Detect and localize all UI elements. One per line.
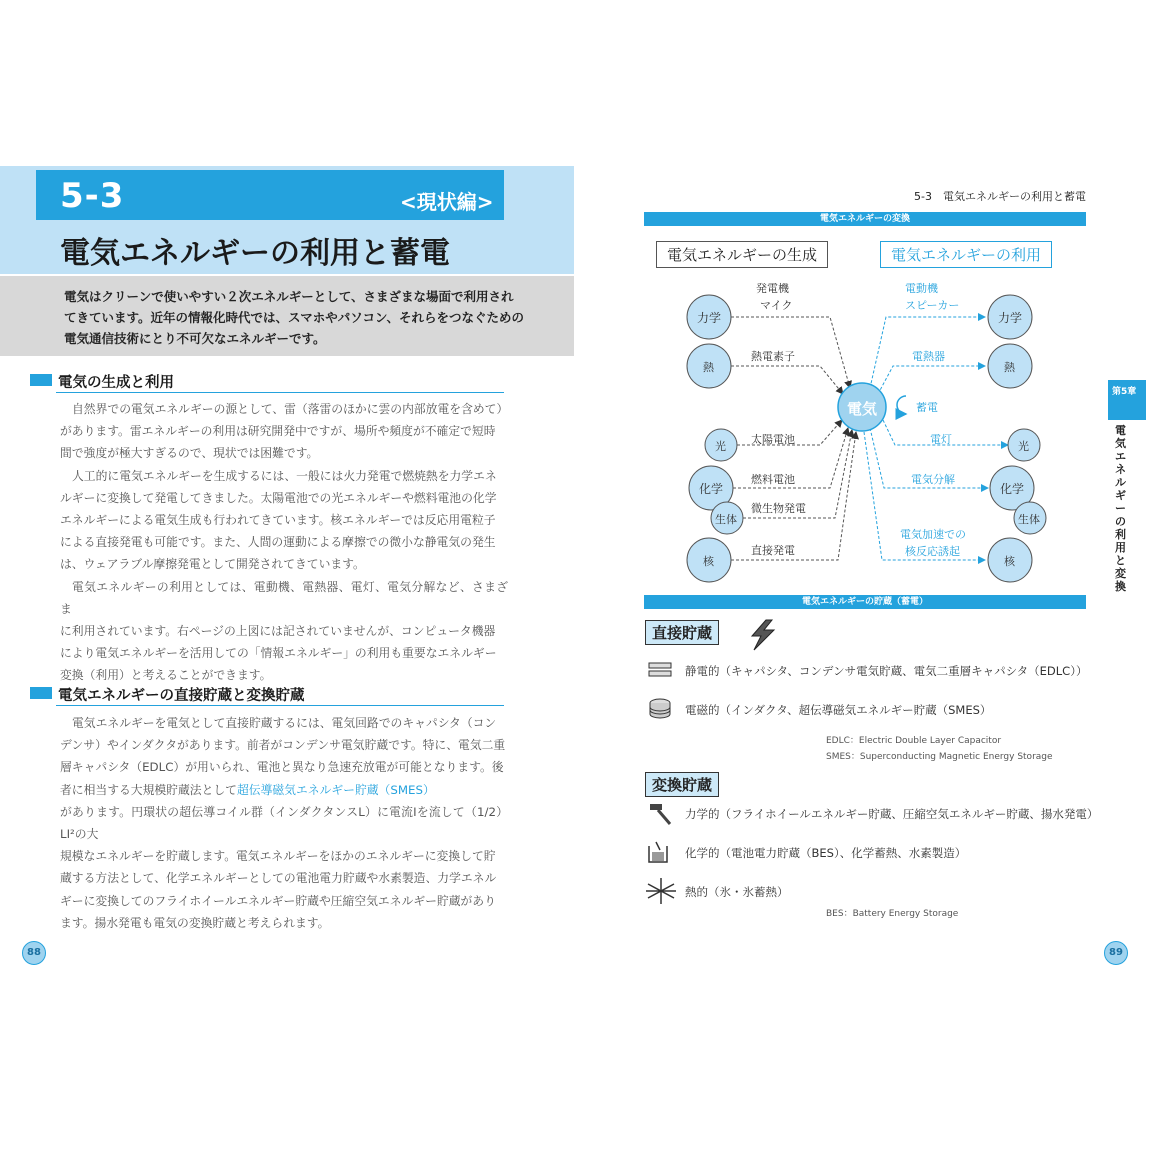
- note: BES：Battery Energy Storage: [826, 909, 959, 919]
- intro-text: 電気はクリーンで使いやすい２次エネルギーとして、さまざまな場面で利用されてきています。近年の情報化時代では、スマホやパソコン、それらをつなぐための電気通信技術にとり不可欠なエネルギーです。: [64, 289, 525, 346]
- section-title: 電気エネルギーの利用と蓄電: [60, 236, 450, 271]
- edge-label: 電動機: [905, 282, 938, 295]
- node-label: 光: [715, 440, 726, 453]
- snowflake-icon: [644, 876, 678, 906]
- para-line: ギーに変換してのフライホイールエネルギー貯蔵や圧縮空気エネルギー貯蔵があり: [60, 893, 496, 908]
- para-line: エネルギーによる電気生成も行われてきています。核エネルギーでは反応用電粒子: [60, 513, 496, 528]
- direct-storage-tag: 直接貯蔵: [645, 620, 719, 645]
- direct-item: 静電的（キャパシタ、コンデンサ電気貯蔵、電気二重層キャパシタ（EDLC））: [685, 664, 1088, 678]
- para-line: ます。揚水発電も電気の変換貯蔵と考えられます。: [60, 915, 330, 930]
- edge-label: 熱電素子: [751, 350, 795, 363]
- edge-label: 直接発電: [751, 544, 795, 557]
- bar-storage: 電気エネルギーの貯蔵（蓄電）: [644, 595, 1086, 609]
- heading-storage: 電気エネルギーの直接貯蔵と変換貯蔵: [30, 684, 305, 705]
- convert-item: 化学的（電池電力貯蔵（BES）、化学蓄熱、水素製造）: [685, 846, 967, 860]
- node-label: 生体: [715, 513, 737, 526]
- page-number-left: 88: [22, 941, 46, 965]
- node-label: 光: [1018, 440, 1029, 453]
- hammer-icon: [646, 800, 676, 826]
- generation-label: 電気エネルギーの生成: [656, 241, 828, 268]
- para-line: があります。雷エネルギーの利用は研究開発中ですが、場所や頻度が不確定で短時: [60, 424, 496, 439]
- edge-label: 核反応誘起: [905, 545, 960, 558]
- para-line: に利用されています。右ページの上図には記されていませんが、コンピュータ機器: [60, 624, 496, 639]
- page-number-right: 89: [1104, 941, 1128, 965]
- para-line: 規模なエネルギーを貯蔵します。電気エネルギーをほかのエネルギーに変換して貯: [60, 849, 496, 864]
- node-label: 化学: [1000, 482, 1025, 496]
- storage-label: 蓄電: [916, 401, 938, 414]
- edge-label: 微生物発電: [751, 502, 806, 515]
- edge-netsu-in: [731, 366, 843, 394]
- edge-label: 電気加速での: [900, 528, 966, 541]
- section-tag: <現状編>: [400, 190, 494, 214]
- node-label: 化学: [699, 482, 724, 496]
- edge-label: 燃料電池: [751, 473, 795, 486]
- node-label: 力学: [697, 311, 722, 325]
- para-line: 層キャパシタ（EDLC）が用いられ、電池と異なり急速充放電が可能となります。後: [60, 760, 504, 775]
- edge-label: 電気分解: [911, 473, 955, 486]
- direct-item: 電磁的（インダクタ、超伝導磁気エネルギー貯蔵（SMES）: [685, 703, 992, 717]
- edge-label: 電熱器: [912, 350, 945, 363]
- edge-label: マイク: [760, 299, 793, 312]
- running-head: 5-3 電気エネルギーの利用と蓄電: [914, 190, 1086, 203]
- edge-label: 太陽電池: [751, 433, 795, 446]
- node-label: 力学: [998, 311, 1023, 325]
- coil-icon: [648, 697, 674, 721]
- note: EDLC：Electric Double Layer Capacitor: [826, 736, 1002, 746]
- para-line: 間で強度が極大すぎるので、現状では困難です。: [60, 446, 319, 461]
- lightning-icon: [744, 618, 784, 652]
- convert-item: 熱的（氷・氷蓄熱）: [685, 885, 789, 899]
- battery-beaker-icon: [646, 838, 674, 866]
- node-label: 核: [703, 555, 714, 568]
- chapter-label: 第5章: [1112, 387, 1137, 397]
- conversion-storage-tag: 変換貯蔵: [645, 772, 719, 797]
- para-line: 蔵する方法として、化学エネルギーとしての電池電力貯蔵や水素製造、力学エネル: [60, 871, 497, 886]
- node-label: 核: [1004, 555, 1015, 568]
- capacitor-icon: [648, 661, 674, 679]
- para-line: 人工的に電気エネルギーを生成するには、一般には火力発電で燃焼熱を力学エネ: [72, 468, 497, 483]
- node-label: 生体: [1018, 513, 1040, 526]
- heading-generation: 電気の生成と利用: [30, 371, 174, 392]
- para-line: ルギーに変換して発電してきました。太陽電池での光エネルギーや燃料電池の化学: [60, 490, 497, 505]
- para-line: は、ウェアラブル摩擦発電として開発されてきています。: [60, 557, 365, 572]
- convert-item: 力学的（フライホイールエネルギー貯蔵、圧縮空気エネルギー貯蔵、揚水発電）: [685, 807, 1099, 821]
- smes-highlight: 超伝導磁気エネルギー貯蔵（SMES）: [236, 782, 435, 797]
- edge-label: 電灯: [930, 433, 952, 446]
- usage-label: 電気エネルギーの利用: [880, 241, 1052, 268]
- edge-netsu-out: [878, 366, 985, 394]
- para-line: により電気エネルギーを活用しての「情報エネルギー」の利用も重要なエネルギー: [60, 646, 497, 661]
- center-label: 電気: [847, 400, 878, 418]
- edge-kaku-in: [731, 432, 856, 560]
- note: SMES：Superconducting Magnetic Energy Storage: [826, 752, 1053, 762]
- para-line: 自然界での電気エネルギーの源として、雷（落雷のほかに雲の内部放電を含めて）: [72, 402, 509, 416]
- node-label: 熱: [1004, 361, 1015, 374]
- para-line: 変換（利用）と考えることができます。: [60, 668, 272, 683]
- edge-label: スピーカー: [905, 299, 960, 312]
- para-line: による直接発電も可能です。また、人間の運動による摩擦での微小な静電気の発生: [60, 535, 496, 550]
- para-line: 者に相当する大規模貯蔵法として超伝導磁気エネルギー貯蔵（SMES）: [60, 782, 435, 797]
- bar-conversion: 電気エネルギーの変換: [644, 212, 1086, 226]
- para-line: があります。円環状の超伝導コイル群（インダクタンスL）に電流Iを流して（1/2）LI²の大: [60, 804, 508, 842]
- chapter-side-title: 電気エネルギーの利用と変換: [1115, 424, 1126, 593]
- edge-label: 発電機: [756, 282, 789, 295]
- para-line: 電気エネルギーの利用としては、電動機、電熱器、電灯、電気分解など、さまざま: [60, 579, 508, 616]
- node-label: 熱: [703, 361, 714, 374]
- para-line: 電気エネルギーを電気として直接貯蔵するには、電気回路でのキャパシタ（コン: [72, 716, 497, 730]
- storage-loop-icon: [897, 396, 906, 414]
- para-line: デンサ）やインダクタがあります。前者がコンデンサ電気貯蔵です。特に、電気二重: [60, 738, 506, 753]
- section-number: 5-3: [60, 176, 125, 216]
